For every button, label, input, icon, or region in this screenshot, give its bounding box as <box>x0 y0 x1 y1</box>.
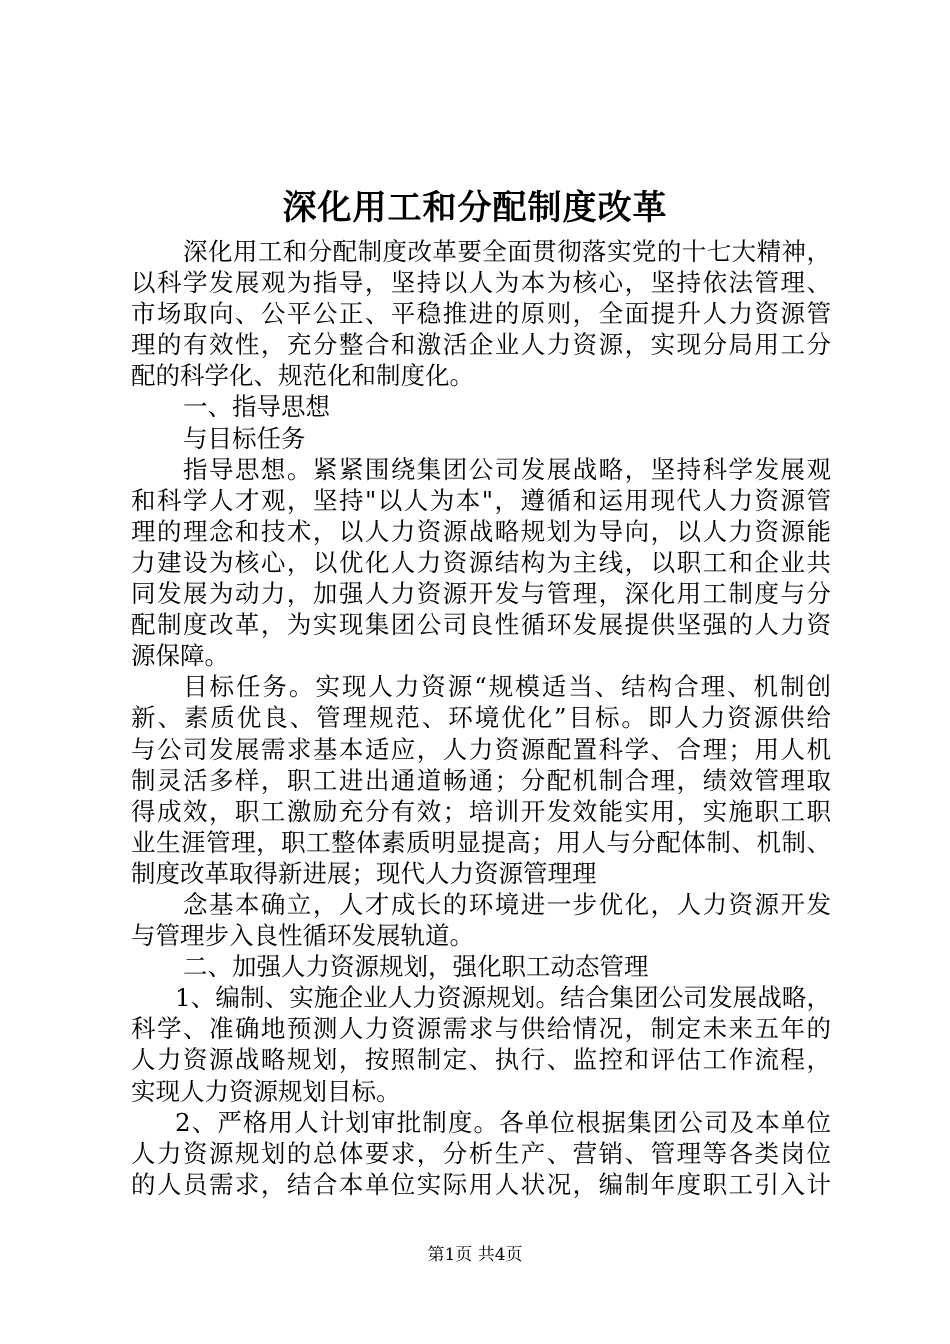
text-line: 念基本确立，人才成长的环境进一步优化，人力资源开发 <box>183 889 831 919</box>
text-line: 源保障。 <box>131 641 229 671</box>
text-line: 深化用工和分配制度改革要全面贯彻落实党的十七大精神， <box>183 237 831 266</box>
text-line: 同发展为动力，加强人力资源开发与管理，深化用工制度与分 <box>131 579 831 609</box>
text-line: 和科学人才观，坚持"以人为本"，遵循和运用现代人力资源管 <box>131 485 831 515</box>
text-line: 理的有效性，充分整合和激活企业人力资源，实现分局用工分 <box>131 330 831 360</box>
document-title: 深化用工和分配制度改革 <box>282 188 668 228</box>
section-heading: 与目标任务 <box>183 423 306 453</box>
text-line: 与管理步入良性循环发展轨道。 <box>131 921 474 951</box>
text-line: 得成效，职工激励充分有效；培训开发效能实用，实施职工职 <box>131 796 831 826</box>
text-line: 制度改革取得新进展；现代人力资源管理理 <box>131 858 597 888</box>
text-line: 制灵活多样，职工进出通道畅通；分配机制合理，绩效管理取 <box>131 765 831 795</box>
section-heading: 二、加强人力资源规划，强化职工动态管理 <box>183 952 649 982</box>
page-number-footer: 第1页 共4页 <box>427 1245 523 1265</box>
text-line: 指导思想。紧紧围绕集团公司发展战略，坚持科学发展观 <box>183 454 831 484</box>
text-line: 人力资源战略规划，按照制定、执行、监控和评估工作流程， <box>131 1045 831 1075</box>
text-line: 配制度改革，为实现集团公司良性循环发展提供坚强的人力资 <box>131 610 831 640</box>
text-line: 市场取向、公平公正、平稳推进的原则，全面提升人力资源管 <box>131 299 831 329</box>
text-line: 目标任务。实现人力资源“规模适当、结构合理、机制创 <box>183 672 831 702</box>
text-line: 配的科学化、规范化和制度化。 <box>131 361 474 391</box>
text-line: 力建设为核心，以优化人力资源结构为主线，以职工和企业共 <box>131 547 831 577</box>
text-line: 1、编制、实施企业人力资源规划。结合集团公司发展战略， <box>175 983 831 1013</box>
text-line: 业生涯管理，职工整体素质明显提高；用人与分配体制、机制、 <box>131 827 831 857</box>
text-line: 人力资源规划的总体要求，分析生产、营销、管理等各类岗位 <box>131 1138 831 1168</box>
text-line: 新、素质优良、管理规范、环境优化”目标。即人力资源供给 <box>131 703 831 733</box>
text-line: 以科学发展观为指导，坚持以人为本为核心，坚持依法管理、 <box>131 268 831 298</box>
section-heading: 一、指导思想 <box>183 392 330 422</box>
text-line: 实现人力资源规划目标。 <box>131 1076 401 1106</box>
text-line: 与公司发展需求基本适应，人力资源配置科学、合理；用人机 <box>131 734 831 764</box>
text-line: 理的理念和技术，以人力资源战略规划为导向，以人力资源能 <box>131 516 831 546</box>
text-line: 科学、准确地预测人力资源需求与供给情况，制定未来五年的 <box>131 1014 831 1044</box>
document-body <box>131 236 831 1200</box>
text-line: 2、严格用人计划审批制度。各单位根据集团公司及本单位 <box>175 1107 831 1137</box>
text-line: 的人员需求，结合本单位实际用人状况，编制年度职工引入计 <box>131 1169 831 1199</box>
